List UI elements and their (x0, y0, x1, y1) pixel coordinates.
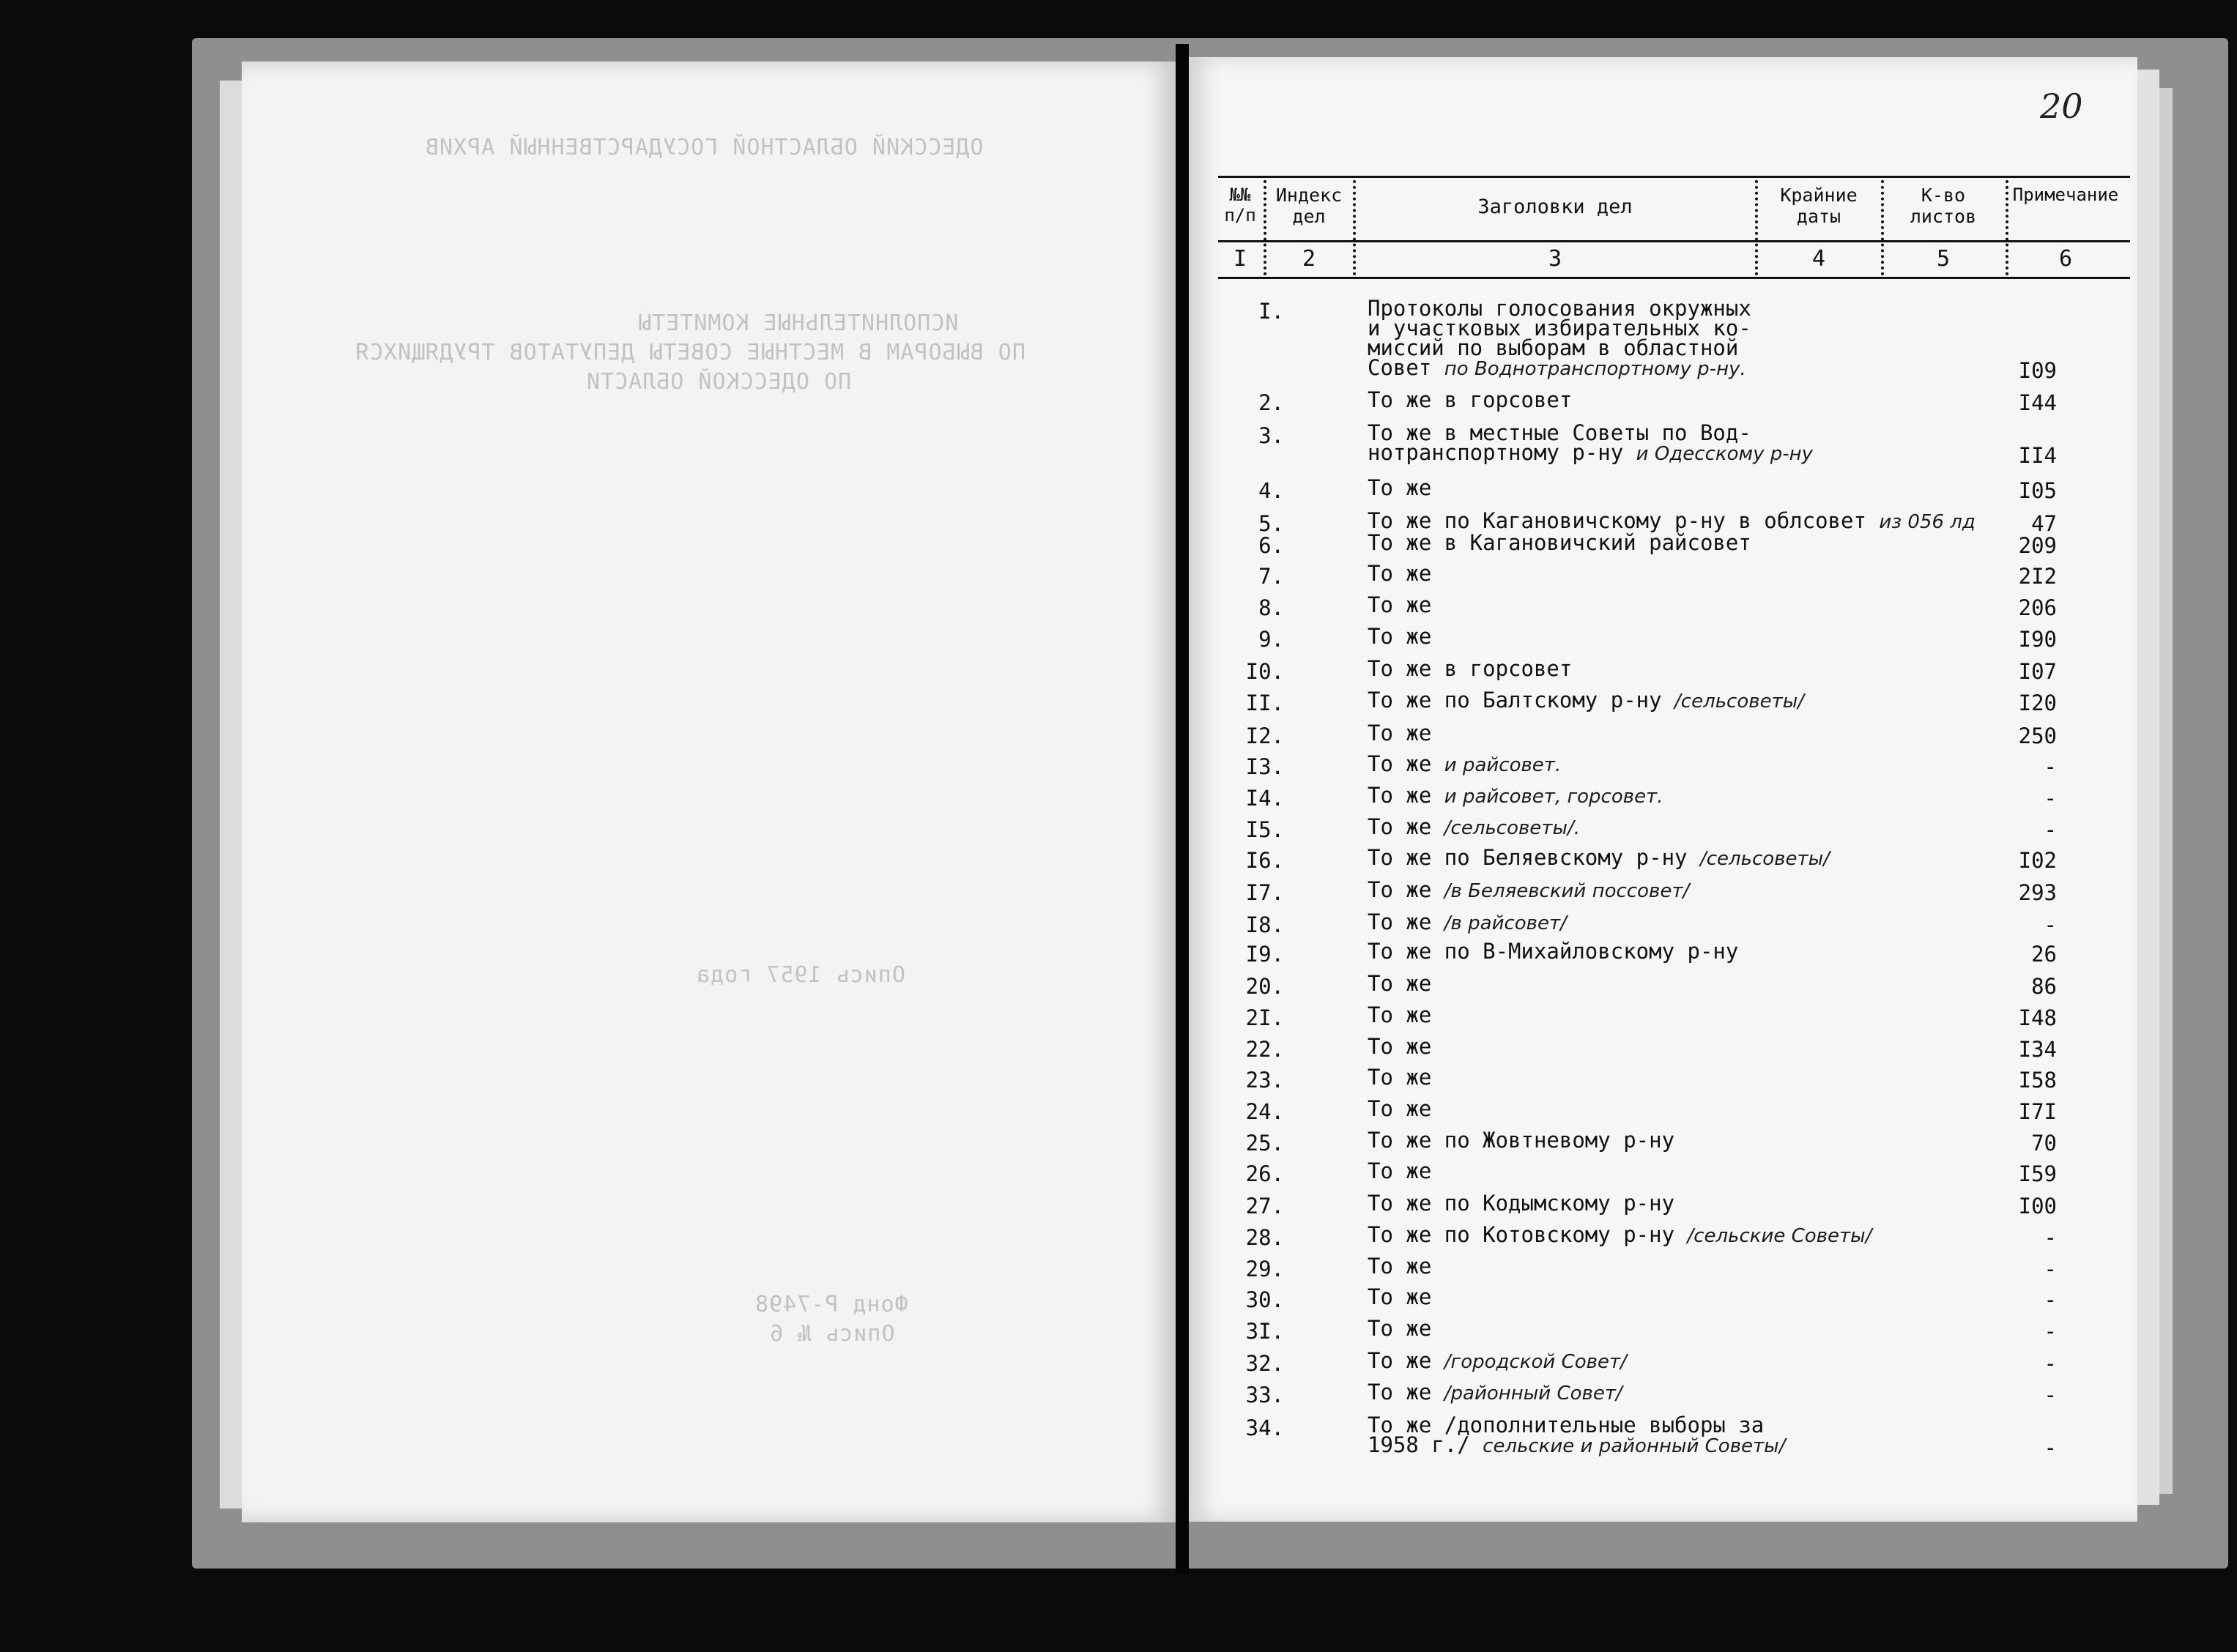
row-sheet-count: 86 (2031, 974, 2057, 999)
row-title (1368, 877, 1983, 902)
row-number: I3. (1245, 754, 1284, 779)
row-sheet-count: I34 (2018, 1037, 2057, 1062)
row-sheet-count: - (2044, 754, 2057, 779)
bleed-line: Фонд Р-7498 (754, 1292, 908, 1317)
row-title-text: То же (1368, 624, 1432, 649)
row-title (1368, 1034, 1983, 1059)
row-sheet-count: I58 (2018, 1068, 2057, 1093)
row-title-text: То же по Жовтневому р-ну (1368, 1128, 1675, 1153)
header-colnum: I (1233, 246, 1247, 272)
row-title (1368, 1284, 1983, 1309)
row-title (1368, 592, 1983, 617)
row-title-text: То же (1368, 1158, 1432, 1183)
row-title-text: То же (1368, 1002, 1432, 1027)
row-title-text: То же по Беляевскому р-ну (1368, 845, 1688, 870)
row-title (1368, 845, 1983, 870)
row-sheet-count: - (2044, 1351, 2057, 1376)
row-number: I6. (1245, 848, 1284, 873)
row-sheet-count: 70 (2031, 1131, 2057, 1156)
handwritten-note: /сельсоветы/ (1699, 848, 1830, 870)
row-title (1368, 723, 1983, 743)
row-title (1368, 814, 1983, 839)
handwritten-note: /в райсовет/ (1444, 912, 1567, 934)
row-sheet-count: 250 (2018, 723, 2057, 748)
row-number: 30. (1245, 1287, 1284, 1312)
row-sheet-count: 293 (2018, 880, 2057, 905)
row-title-text: То же (1368, 1380, 1432, 1404)
row-title-text: То же в горсовет (1368, 387, 1573, 412)
row-sheet-count: - (2044, 1319, 2057, 1344)
bleed-line: ПО ОДЕССКОЙ ОБЛАСТИ (586, 369, 852, 395)
column-divider (2006, 180, 2008, 275)
header-col-titles: Заголовки дел (1477, 196, 1633, 218)
row-sheet-count: - (2044, 1287, 2057, 1312)
row-number: 33. (1245, 1383, 1284, 1407)
row-title (1368, 1380, 1983, 1404)
row-number: I5. (1245, 817, 1284, 842)
row-number: I0. (1245, 659, 1284, 684)
header-col-dates: Крайние даты (1780, 185, 1858, 227)
row-title-text: То же по Балтскому р-ну (1368, 688, 1662, 712)
column-divider (1755, 180, 1758, 275)
row-sheet-count: I09 (2018, 358, 2057, 383)
row-title (1368, 783, 1983, 808)
handwritten-note: по Воднотранспортному р-ну. (1444, 358, 1746, 380)
row-title (1368, 656, 1983, 681)
row-number: 24. (1245, 1099, 1284, 1124)
row-sheet-count: I44 (2018, 390, 2057, 415)
row-sheet-count: I59 (2018, 1161, 2057, 1186)
row-sheet-count: - (2044, 1257, 2057, 1281)
row-sheet-count: I20 (2018, 691, 2057, 715)
row-number: 22. (1245, 1037, 1284, 1062)
bleed-line: Опись 1957 года (696, 962, 905, 988)
handwritten-note: и райсовет. (1444, 754, 1562, 776)
row-title-text: То же (1368, 1348, 1432, 1373)
row-title-text: То же (1368, 1254, 1432, 1279)
row-number: 20. (1245, 974, 1284, 999)
row-title-text: То же (1368, 1065, 1432, 1090)
row-sheet-count: - (2044, 1383, 2057, 1407)
row-sheet-count: - (2044, 1435, 2057, 1460)
row-title (1368, 971, 1983, 996)
row-title (1368, 475, 1983, 500)
handwritten-note: сельские и районный Советы/ (1483, 1435, 1786, 1457)
row-title-text: То же в местные Советы по Вод- нотранспортному р-ну (1368, 420, 1751, 465)
row-number: 3I. (1245, 1319, 1284, 1344)
row-title-text: То же (1368, 971, 1432, 996)
bleed-line: Опись № 6 (769, 1321, 895, 1347)
row-sheet-count: I90 (2018, 627, 2057, 652)
row-sheet-count: - (2044, 817, 2057, 842)
row-number: 7. (1258, 564, 1284, 589)
right-page-edge (2159, 88, 2173, 1494)
row-title (1368, 1065, 1983, 1090)
left-page (242, 62, 1176, 1522)
handwritten-note: из 056 лд (1879, 511, 1976, 533)
row-number: I. (1258, 299, 1284, 324)
header-colnum: 3 (1548, 246, 1562, 272)
row-sheet-count: - (2044, 912, 2057, 937)
row-title-text: То же (1368, 721, 1432, 745)
row-sheet-count: I7I (2018, 1099, 2057, 1124)
row-title-text: То же (1368, 877, 1432, 902)
row-title (1368, 1128, 1983, 1153)
inventory-table-header (1218, 176, 2130, 278)
handwritten-note: /сельские Советы/ (1687, 1225, 1872, 1247)
row-number: 6. (1258, 533, 1284, 558)
handwritten-note: и райсовет, горсовет. (1444, 786, 1663, 808)
row-number: 26. (1245, 1161, 1284, 1186)
row-title (1368, 420, 1983, 465)
row-title (1368, 1222, 1983, 1247)
row-number: 4. (1258, 478, 1284, 503)
header-colnum: 4 (1811, 246, 1826, 272)
row-title (1368, 1191, 1983, 1216)
row-title (1368, 1316, 1983, 1341)
row-title (1368, 1158, 1983, 1183)
row-sheet-count: 47 (2031, 511, 2057, 536)
header-bottom-rule (1218, 277, 2130, 279)
header-col-notes: Примечание (2012, 185, 2119, 205)
header-colnum: 5 (1936, 246, 1951, 272)
book-gutter (1176, 44, 1189, 1574)
row-sheet-count: 2I2 (2018, 564, 2057, 589)
row-title-text: То же (1368, 814, 1432, 839)
row-title-text: То же (1368, 1316, 1432, 1341)
handwritten-note: /сельсоветы/. (1444, 817, 1580, 839)
row-title-text: То же (1368, 561, 1432, 586)
row-number: 3. (1258, 423, 1284, 448)
row-sheet-count: 26 (2031, 942, 2057, 967)
row-sheet-count: 206 (2018, 595, 2057, 620)
header-col-sheets: К-во листов (1910, 185, 1977, 227)
row-title (1368, 909, 1983, 934)
handwritten-note: /в Беляевский поссовет/ (1444, 880, 1690, 902)
folio-number: 20 (2040, 86, 2083, 126)
row-title (1368, 296, 1983, 380)
row-title-text: То же по Котовскому р-ну (1368, 1222, 1675, 1247)
bleed-line: ОДЕССКИЙ ОБЛАСТНОЙ ГОСУДАРСТВЕННЫЙ АРХИВ (425, 135, 984, 160)
row-title (1368, 1254, 1983, 1279)
row-number: I2. (1245, 723, 1284, 748)
row-title (1368, 1002, 1983, 1027)
row-sheet-count: I48 (2018, 1005, 2057, 1030)
row-number: 25. (1245, 1131, 1284, 1156)
row-title-text: То же (1368, 783, 1432, 808)
row-number: I8. (1245, 912, 1284, 937)
row-title (1368, 939, 1983, 964)
row-title (1368, 751, 1983, 776)
row-number: I4. (1245, 786, 1284, 811)
row-title-text: То же /дополнительные выборы за 1958 г./ (1368, 1413, 1765, 1457)
row-title-text: То же по В-Михайловскому р-ну (1368, 939, 1739, 964)
header-col-number: №№ п/п (1224, 185, 1256, 226)
row-title-text: То же (1368, 475, 1432, 500)
row-title (1368, 1348, 1983, 1373)
row-title-text: То же (1368, 592, 1432, 617)
header-top-rule (1218, 176, 2130, 178)
row-title (1368, 688, 1983, 712)
row-title-text: Протоколы голосования окружных и участковых избирательных ко- миссий по выборам в областной Совет (1368, 296, 1751, 380)
row-sheet-count: I07 (2018, 659, 2057, 684)
row-number: 34. (1245, 1415, 1284, 1440)
row-sheet-count: I00 (2018, 1194, 2057, 1218)
row-number: 28. (1245, 1225, 1284, 1250)
row-sheet-count: 209 (2018, 533, 2057, 558)
row-sheet-count: II4 (2018, 443, 2057, 468)
handwritten-note: /сельсоветы/ (1674, 691, 1804, 712)
row-number: 8. (1258, 595, 1284, 620)
row-title (1368, 561, 1983, 586)
row-number: 23. (1245, 1068, 1284, 1093)
row-title-text: То же по Кодымскому р-ну (1368, 1191, 1675, 1216)
row-number: 5. (1258, 511, 1284, 536)
row-number: 9. (1258, 627, 1284, 652)
row-number: I9. (1245, 942, 1284, 967)
row-title (1368, 624, 1983, 649)
row-title-text: То же (1368, 1096, 1432, 1121)
row-number: II. (1245, 691, 1284, 715)
row-title (1368, 508, 1983, 533)
row-title-text: То же (1368, 1034, 1432, 1059)
column-divider (1353, 180, 1356, 275)
row-number: 2. (1258, 390, 1284, 415)
row-title-text: То же (1368, 751, 1432, 776)
row-title-text: То же (1368, 1284, 1432, 1309)
row-number: 2I. (1245, 1005, 1284, 1030)
row-title-text: То же в горсовет (1368, 656, 1573, 681)
column-divider (1881, 180, 1884, 275)
row-number: 27. (1245, 1194, 1284, 1218)
header-col-index: Индекс дел (1275, 185, 1343, 227)
row-title-text: То же в Кагановичский райсовет (1368, 530, 1751, 555)
bleed-line: ПО ВЫБОРАМ В МЕСТНЫЕ СОВЕТЫ ДЕПУТАТОВ ТРУДЯЩИХСЯ (355, 340, 1025, 365)
row-number: 29. (1245, 1257, 1284, 1281)
row-title (1368, 1096, 1983, 1121)
handwritten-note: и Одесскому р-ну (1636, 443, 1814, 465)
row-title (1368, 387, 1983, 412)
handwritten-note: /городской Совет/ (1444, 1351, 1627, 1373)
row-title (1368, 530, 1983, 555)
bleed-line: ИСПОЛНИТЕЛЬНЫЕ КОМИТЕТЫ (637, 310, 959, 336)
row-title-text: То же по Кагановичскому р-ну в облсовет (1368, 508, 1866, 533)
header-colnum: 6 (2058, 246, 2073, 272)
row-sheet-count: - (2044, 786, 2057, 811)
row-number: I7. (1245, 880, 1284, 905)
handwritten-note: /районный Совет/ (1444, 1383, 1622, 1404)
header-colnum: 2 (1302, 246, 1316, 272)
row-sheet-count: I02 (2018, 848, 2057, 873)
row-sheet-count: I05 (2018, 478, 2057, 503)
row-title-text: То же (1368, 909, 1432, 934)
row-number: 32. (1245, 1351, 1284, 1376)
row-title (1368, 1415, 1983, 1456)
right-page-edge (2137, 70, 2159, 1505)
row-sheet-count: - (2044, 1225, 2057, 1250)
